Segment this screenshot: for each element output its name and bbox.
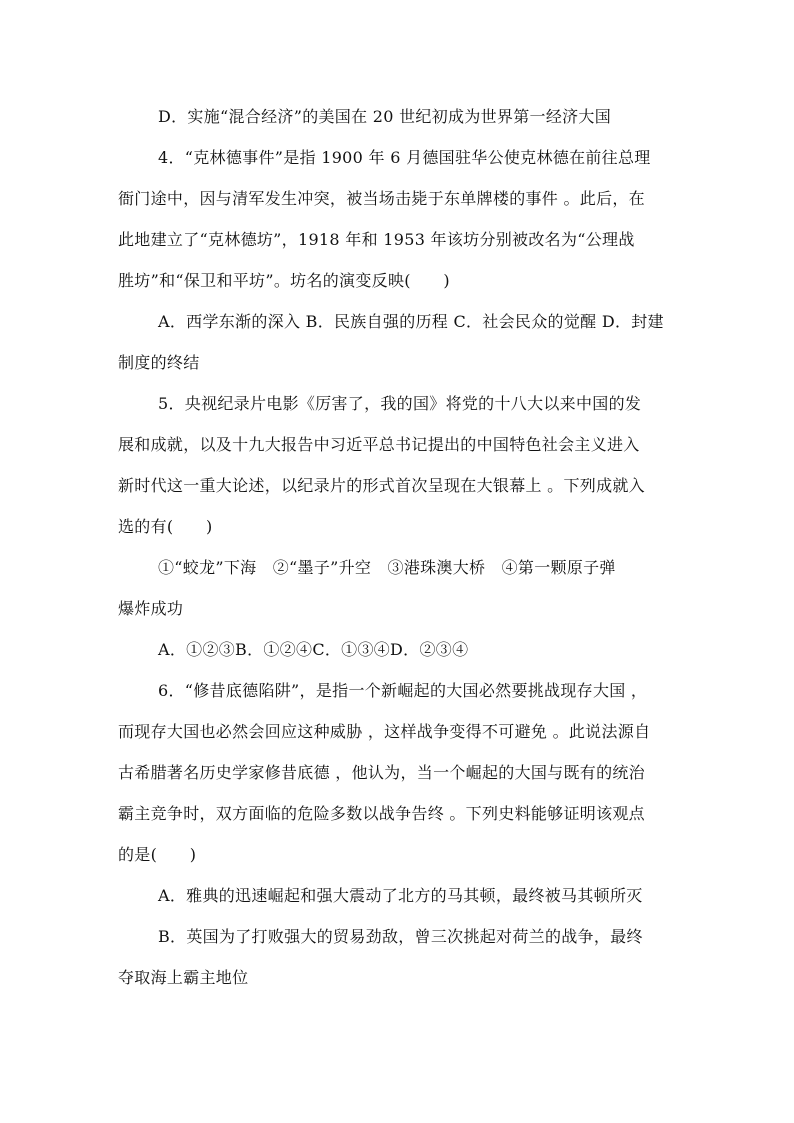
document-body <box>118 96 678 998</box>
question-4-stem-line-1: 4．“克林德事件”是指 1900 年 6 月德国驻华公使克林德在前往总理 <box>158 148 651 167</box>
question-5-items-line-1: ①“蛟龙”下海 ②“墨子”升空 ③港珠澳大桥 ④第一颗原子弹 <box>158 558 616 577</box>
question-5-stem-line-3: 新时代这一重大论述，以纪录片的形式首次呈现在大银幕上 。下列成就入 <box>118 476 645 495</box>
question-5-stem-line-1: 5．央视纪录片电影《厉害了，我的国》将党的十八大以来中国的发 <box>158 394 642 413</box>
question-5-stem-line-4: 选的有( ) <box>118 517 213 536</box>
question-6-stem-line-5: 的是( ) <box>118 845 197 864</box>
question-4-stem-line-4: 胜坊”和“保卫和平坊”。坊名的演变反映( ) <box>118 271 450 290</box>
question-4-options-line-2: 制度的终结 <box>118 353 200 372</box>
question-6-option-b-line-1: B．英国为了打败强大的贸易劲敌，曾三次挑起对荷兰的战争，最终 <box>158 927 643 946</box>
question-6-stem-line-1: 6．“修昔底德陷阱”，是指一个新崛起的大国必然要挑战现存大国 ， <box>158 681 648 700</box>
question-5-items-line-2: 爆炸成功 <box>118 599 184 618</box>
question-6-option-a-line: A．雅典的迅速崛起和强大震动了北方的马其顿，最终被马其顿所灭 <box>158 886 643 905</box>
question-6-stem-line-2: 而现存大国也必然会回应这种威胁 ，这样战争变得不可避免 。此说法源自 <box>118 722 651 741</box>
question-6-option-b-line-2: 夺取海上霸主地位 <box>118 968 249 987</box>
question-4-options-line-1: A．西学东渐的深入 B．民族自强的历程 C．社会民众的觉醒 D．封建 <box>158 312 664 331</box>
question-4-stem-line-3: 此地建立了“克林德坊”，1918 年和 1953 年该坊分别被改名为“公理战 <box>118 230 635 249</box>
option-d-line: D．实施“混合经济”的美国在 20 世纪初成为世界第一经济大国 <box>158 107 612 126</box>
question-5-options-line: A．①②③B．①②④C．①③④D．②③④ <box>158 640 469 659</box>
question-4-stem-line-2: 衙门途中，因与清军发生冲突，被当场击毙于东单牌楼的事件 。此后，在 <box>118 189 645 208</box>
question-6-stem-line-4: 霸主竞争时，双方面临的危险多数以战争告终 。下列史料能够证明该观点 <box>118 804 645 823</box>
question-6-stem-line-3: 古希腊著名历史学家修昔底德 ，他认为，当一个崛起的大国与既有的统治 <box>118 763 645 782</box>
question-5-stem-line-2: 展和成就，以及十九大报告中习近平总书记提出的中国特色社会主义进入 <box>118 435 640 454</box>
